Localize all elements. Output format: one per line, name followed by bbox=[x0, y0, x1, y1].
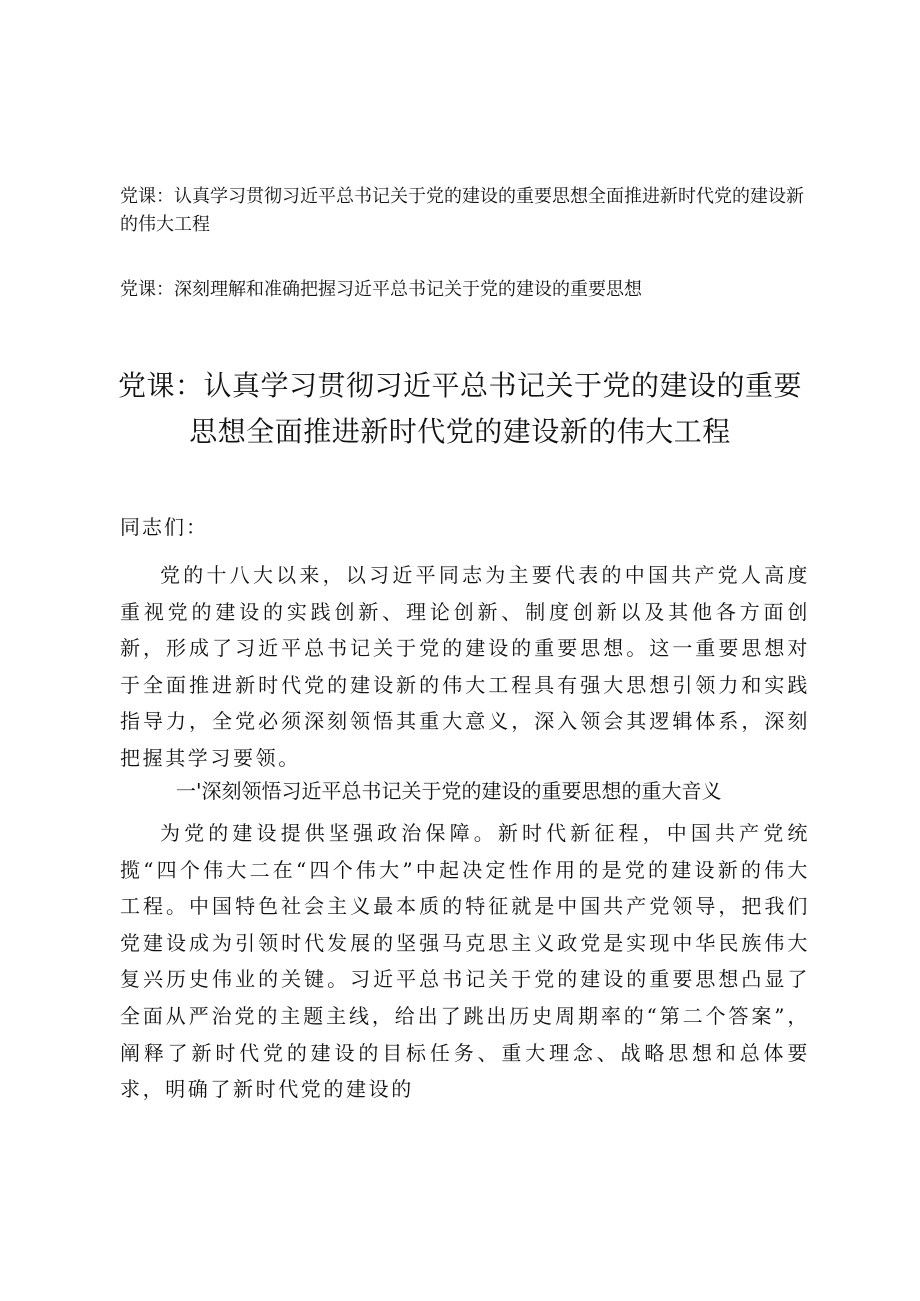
paragraph-intro: 党的十八大以来，以习近平同志为主要代表的中国共产党人高度重视党的建设的实践创新、理论创新、制度创新以及其他各方面创新，形成了习近平总书记关于党的建设的重要思想。这一重要思想对于全面推进新时代党的建设新的伟大工程具有强大思想引领力和实践指导力，全党必须深刻领悟其重大意义，深入领会其逻辑体系，深刻把握其学习要领。 bbox=[120, 563, 810, 770]
toc-link-2[interactable]: 党课：深刻理解和准确把握习近平总书记关于党的建设的重要思想 bbox=[120, 279, 642, 300]
section-heading-1: 一'深刻领悟习近平总书记关于党的建设的重要思想的重大音义 bbox=[176, 779, 722, 803]
paragraph-section-1: 为党的建设提供坚强政治保障。新时代新征程，中国共产党统揽“四个伟大二在“四个伟大”中起决定性作用的是党的建设新的伟大工程。中国特色社会主义最本质的特征就是中国共产党领导，把我们党建设成为引领时代发展的坚强马克思主义政党是实现中华民族伟大复兴历史伟业的关键。习近平总书记关于党的建设的重要思想凸显了全面从严治党的主题主线，给出了跳出历史周期率的“第二个答案”，阐释了新时代党的建设的目标任务、重大理念、战略思想和总体要求，明确了新时代党的建设的 bbox=[120, 821, 810, 1102]
toc-link-1[interactable]: 党课：认真学习贯彻习近平总书记关于党的建设的重要思想全面推进新时代党的建设新的伟大工程 bbox=[120, 186, 804, 235]
document-title-line-2: 思想全面推进新时代党的建设新的伟大工程 bbox=[189, 415, 731, 448]
document-title bbox=[100, 363, 820, 455]
document-title-line-1: 党课：认真学习贯彻习近平总书记关于党的建设的重要 bbox=[117, 369, 802, 402]
greeting: 同志们： bbox=[120, 515, 208, 539]
